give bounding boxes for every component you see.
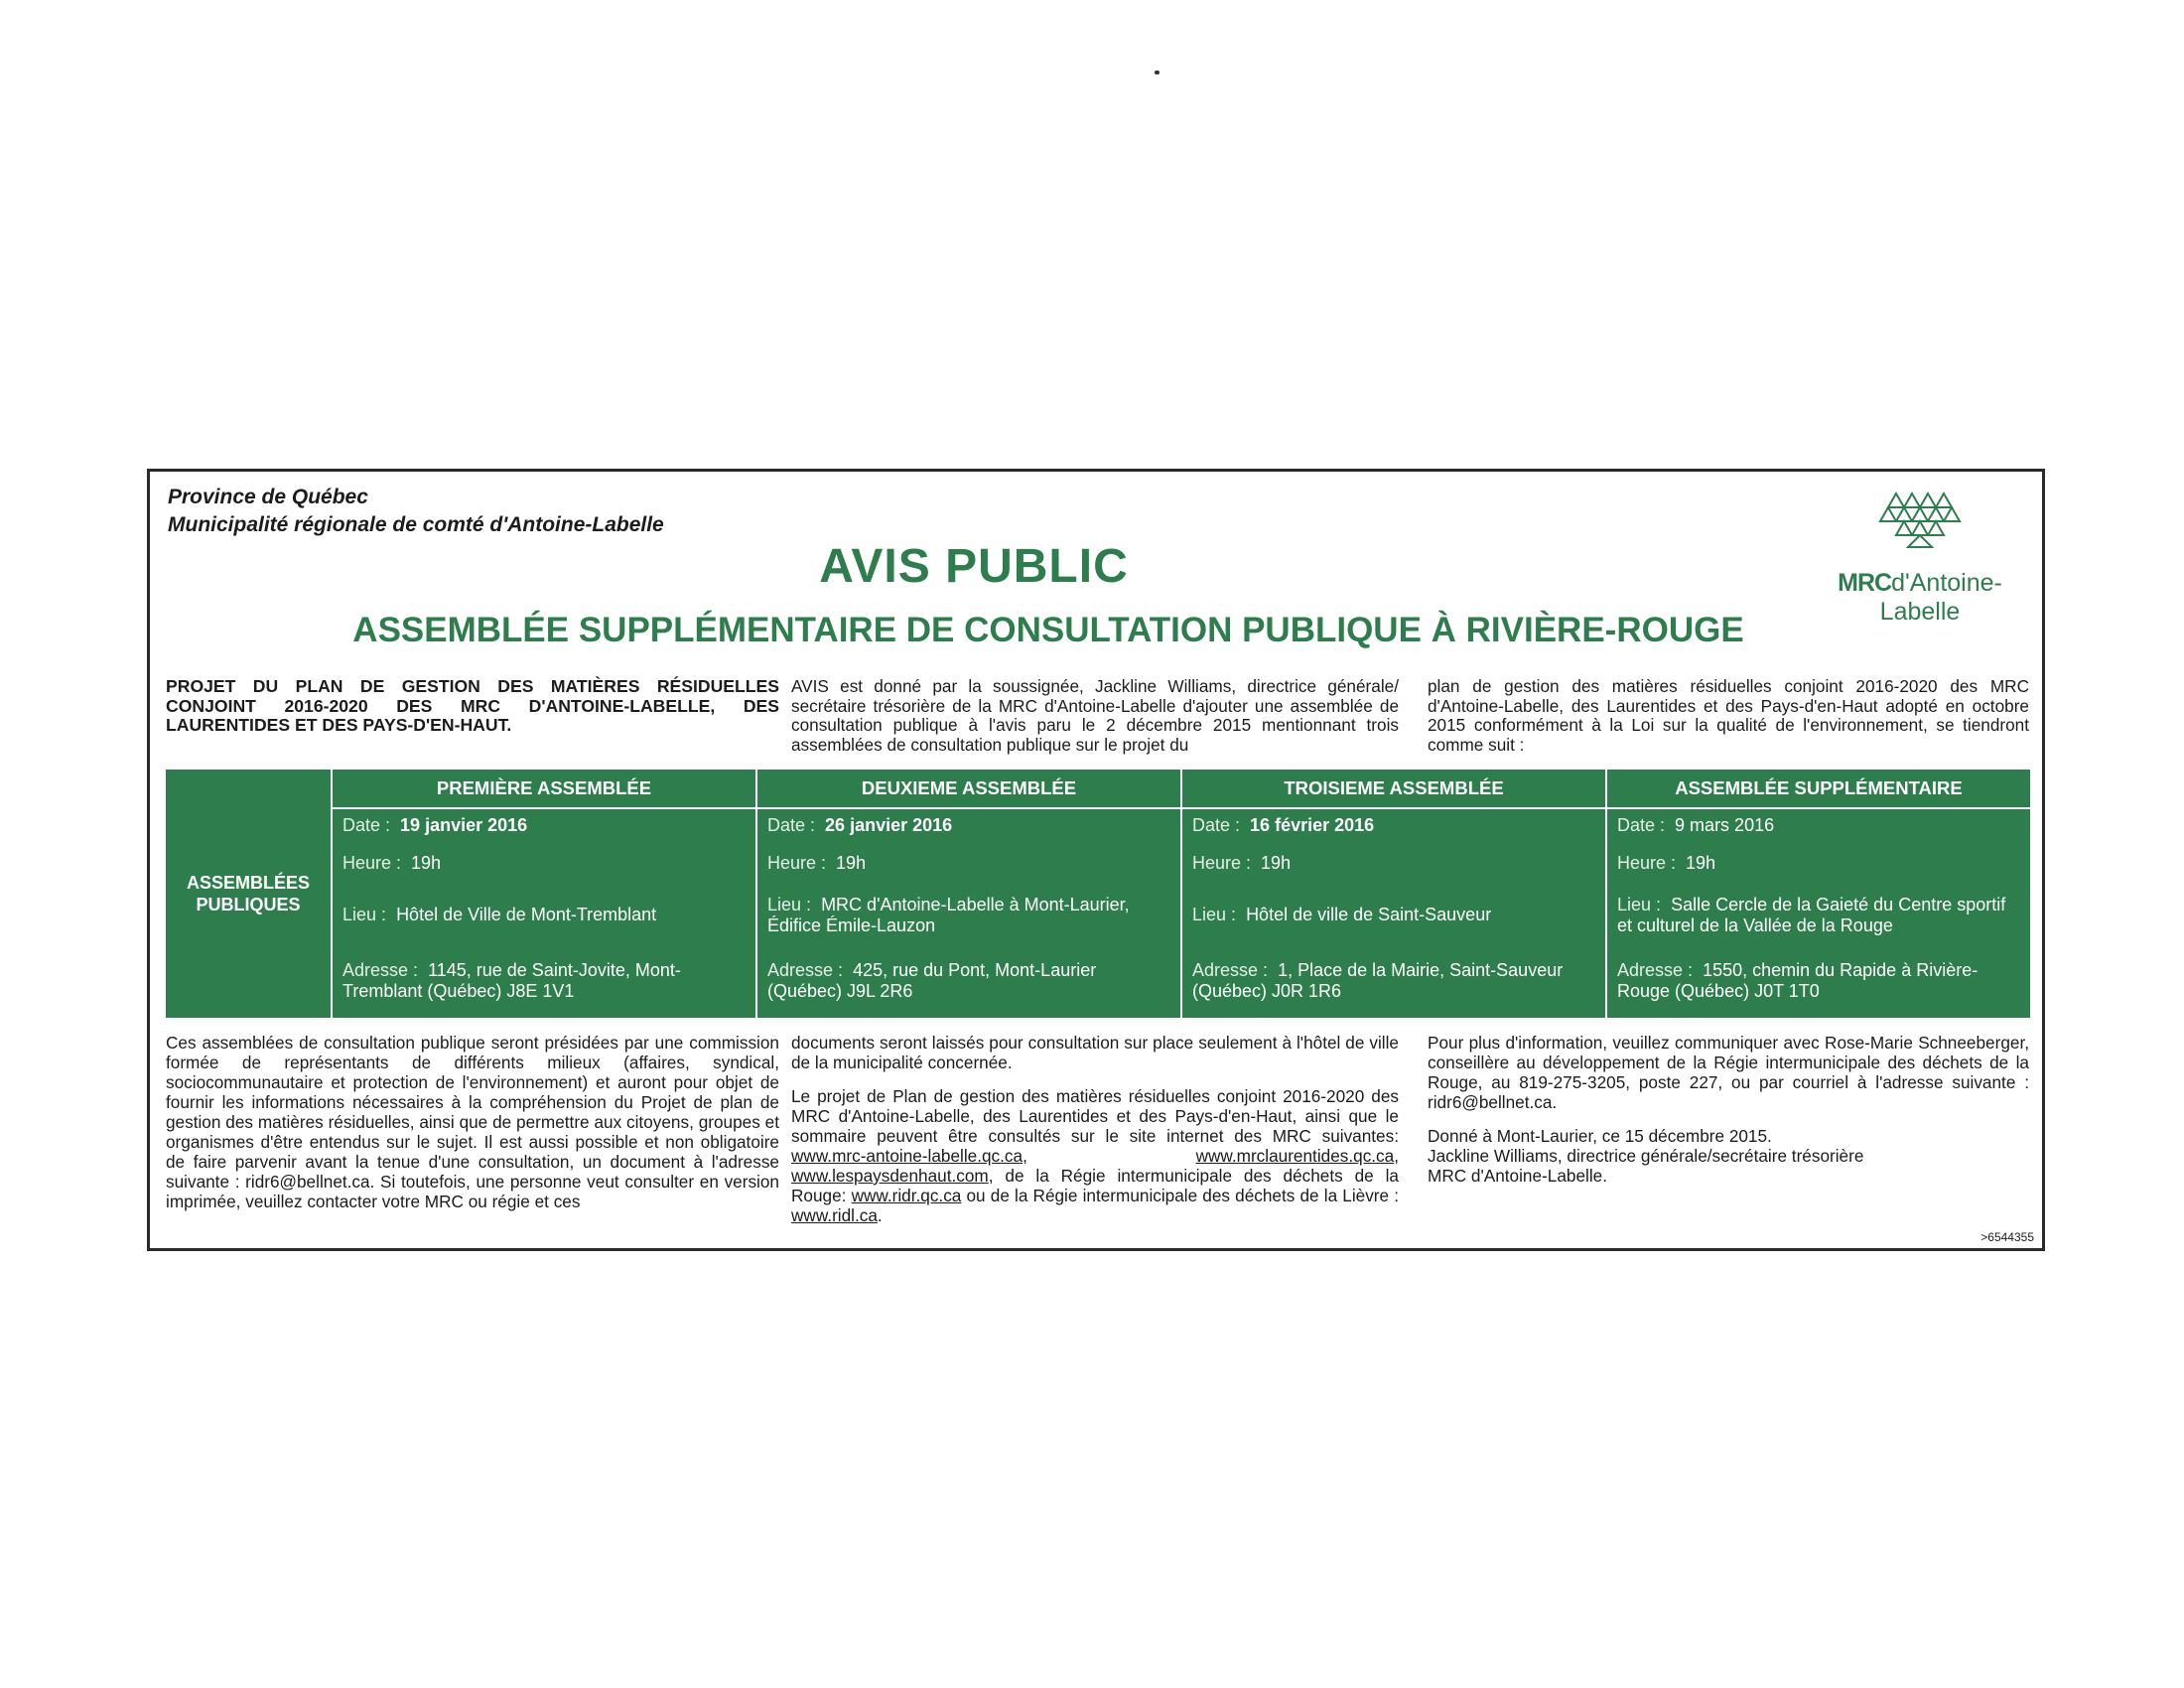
assembly-heading: ASSEMBLÉE SUPPLÉMENTAIRE	[1607, 770, 2030, 809]
link-mrc-laurentides[interactable]: www.mrclaurentides.qc.ca	[1195, 1146, 1395, 1166]
header-issuer	[168, 484, 664, 539]
public-notice	[147, 469, 2045, 1251]
documents-paragraph: documents seront laissés pour consultation sur place seulement à l'hôtel de ville de la municipalité concernée.	[791, 1033, 1399, 1072]
assembly-time: Heure : 19h	[1192, 853, 1292, 873]
avis-paragraph: AVIS est donné par la soussignée, Jackline Williams, directrice générale/ secrétaire trésorière de la MRC d'Antoine-Labelle d'ajouter une assemblée de consultation publique à l'avis paru le 2 décembre 2015 mentionnant trois assemblées de consultation publique sur le projet du	[791, 676, 1399, 755]
assemblies-row-label: ASSEMBLÉES PUBLIQUES	[186, 873, 311, 914]
commission-paragraph: Ces assemblées de consultation publique seront présidées par une commission formée de représentants de différents milieux (affaires, syndical, sociocommunautaire et protection de l'environnement) et auront pour objet de fournir les informations nécessaires à la compréhension du Projet de plan de gestion des matières résiduelles, ainsi que de permettre aux citoyens, groupes et organismes d'être entendus sur le sujet. Il est aussi possible et non obligatoire de faire parvenir avant la tenue d'une consultation, un document à l'adresse suivante : ridr6@bellnet.ca. Si toutefois, une personne veut consulter en version imprimée, veuillez contacter votre MRC ou régie et ces	[166, 1033, 779, 1211]
assembly-heading: TROISIEME ASSEMBLÉE	[1182, 770, 1605, 809]
assembly-column-4	[1605, 770, 2030, 1018]
reference-number: >6544355	[1980, 1230, 2034, 1244]
project-heading: PROJET DU PLAN DE GESTION DES MATIÈRES RÉSIDUELLES CONJOINT 2016-2020 DES MRC D'ANTOINE-LABELLE, DES LAURENTIDES ET DES PAYS-D'EN-HAUT.	[166, 676, 779, 735]
assembly-place: Lieu : Salle Cercle de la Gaieté du Centre sportif et culturel de la Vallée de la Rouge	[1617, 895, 2006, 935]
assembly-date: Date : 26 janvier 2016	[767, 815, 953, 835]
logo-wordmark	[1816, 569, 2024, 627]
assembly-place: Lieu : Hôtel de Ville de Mont-Tremblant	[342, 905, 657, 924]
assembly-heading: PREMIÈRE ASSEMBLÉE	[333, 770, 755, 809]
link-ridl[interactable]: www.ridl.ca	[791, 1205, 878, 1225]
assembly-address: Adresse : 1550, chemin du Rapide à Rivière-Rouge (Québec) J0T 1T0	[1617, 960, 1979, 1001]
assembly-date: Date : 16 février 2016	[1192, 815, 1375, 835]
contact-column	[1428, 1033, 2029, 1186]
documents-column	[791, 1033, 1399, 1239]
websites-paragraph: Le projet de Plan de gestion des matières résiduelles conjoint 2016-2020 des MRC d'Antoine-Labelle, des Laurentides et des Pays-d'en-Haut, ainsi que le sommaire peuvent être consultés sur le site internet des MRC suivantes: www.mrc-antoine-labelle.qc.ca, www.mrclaurentides.qc.ca, www.lespaysdenhaut.com, de la Régie intermunicipale des déchets de la Rouge: www.ridr.qc.ca ou de la Régie intermunicipale des déchets de la Lièvre : www.ridl.ca.	[791, 1086, 1399, 1225]
assembly-column-2	[755, 770, 1180, 1018]
page-title: AVIS PUBLIC	[819, 540, 1129, 593]
assembly-time: Heure : 19h	[342, 853, 442, 873]
assembly-date: Date : 19 janvier 2016	[342, 815, 528, 835]
mrc-label: Municipalité régionale de comté d'Antoine-Labelle	[168, 513, 664, 536]
signature-name: Jackline Williams, directrice générale/secrétaire trésorière	[1428, 1146, 1864, 1166]
link-pays-den-haut[interactable]: www.lespaysdenhaut.com	[791, 1166, 989, 1186]
province-label: Province de Québec	[168, 486, 368, 508]
assembly-column-1	[331, 770, 755, 1018]
link-ridr[interactable]: www.ridr.qc.ca	[851, 1186, 962, 1205]
assembly-date: Date : 9 mars 2016	[1617, 815, 1775, 835]
triangles-logo-icon	[1878, 490, 1962, 565]
signature-org: MRC d'Antoine-Labelle.	[1428, 1166, 1607, 1186]
avis-paragraph-continued: plan de gestion des matières résiduelles conjoint 2016-2020 des MRC d'Antoine-Labelle, des Laurentides et des Pays-d'en-Haut adopté en octobre 2015 conformément à la Loi sur la qualité de l'environnement, se tiendront comme suit :	[1428, 676, 2029, 755]
assembly-heading: DEUXIEME ASSEMBLÉE	[757, 770, 1180, 809]
assembly-place: Lieu : Hôtel de ville de Saint-Sauveur	[1192, 905, 1492, 924]
page-subtitle: ASSEMBLÉE SUPPLÉMENTAIRE DE CONSULTATION PUBLIQUE À RIVIÈRE-ROUGE	[352, 611, 1744, 649]
signature-place: Donné à Mont-Laurier, ce 15 décembre 2015.	[1428, 1126, 1772, 1146]
contact-paragraph: Pour plus d'information, veuillez communiquer avec Rose-Marie Schneeberger, conseillère au développement de la Régie intermunicipale des déchets de la Rouge, au 819-275-3205, poste 227, ou par courriel à l'adresse suivante : ridr6@bellnet.ca.	[1428, 1033, 2029, 1112]
assembly-address: Adresse : 425, rue du Pont, Mont-Laurier (Québec) J9L 2R6	[767, 960, 1097, 1001]
logo-prefix: MRC	[1838, 569, 1892, 597]
assembly-place: Lieu : MRC d'Antoine-Labelle à Mont-Laurier, Édifice Émile-Lauzon	[767, 895, 1130, 935]
logo-name: d'Antoine-Labelle	[1879, 569, 2002, 626]
scan-speck	[1155, 70, 1160, 74]
assemblies-table	[166, 770, 2030, 1018]
mrc-logo	[1816, 490, 2024, 626]
assembly-column-3	[1180, 770, 1605, 1018]
assembly-address: Adresse : 1145, rue de Saint-Jovite, Mont-Tremblant (Québec) J8E 1V1	[342, 960, 681, 1001]
assembly-address: Adresse : 1, Place de la Mairie, Saint-Sauveur (Québec) J0R 1R6	[1192, 960, 1564, 1001]
link-mrc-antoine-labelle[interactable]: www.mrc-antoine-labelle.qc.ca	[791, 1146, 1024, 1166]
intro-section	[166, 677, 2032, 757]
assembly-time: Heure : 19h	[1617, 853, 1716, 873]
assembly-time: Heure : 19h	[767, 853, 867, 873]
details-section	[166, 1033, 2032, 1241]
